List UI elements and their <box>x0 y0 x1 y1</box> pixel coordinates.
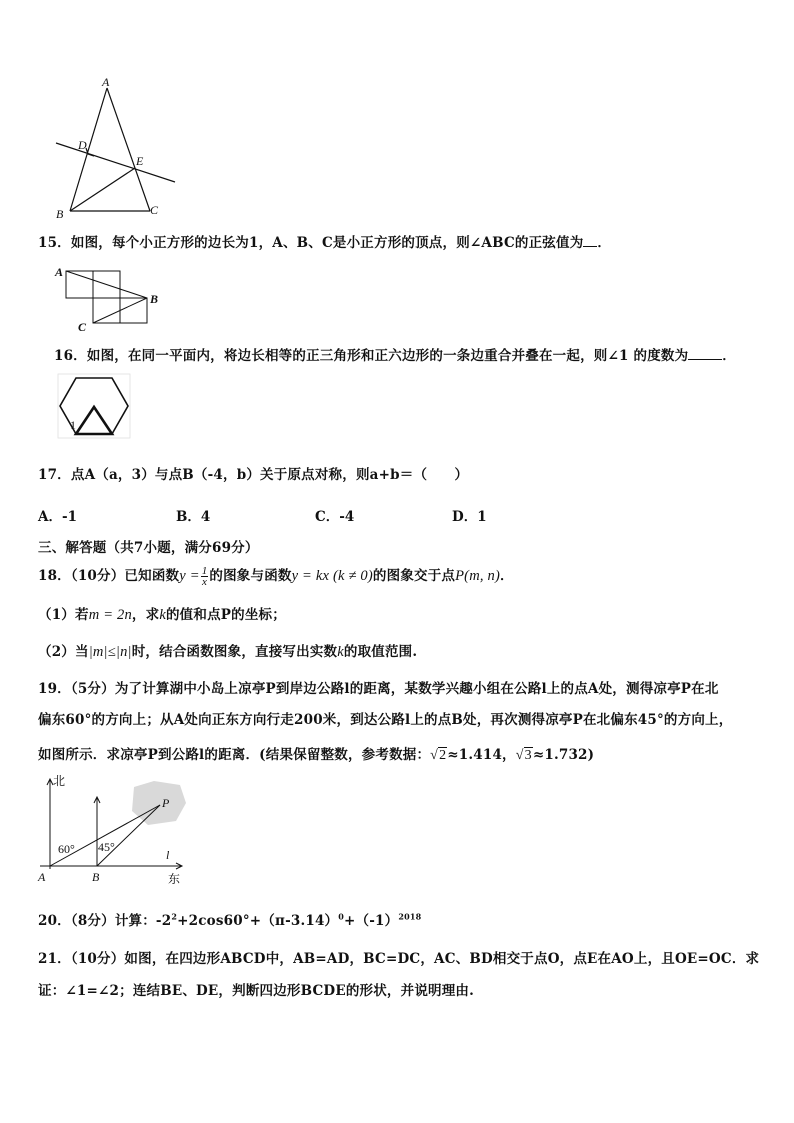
q16-hexagon-figure <box>58 374 138 444</box>
q17-option-a[interactable]: A．-1 <box>38 509 77 525</box>
section-heading: 三、解答题（共7小题，满分69分） <box>38 540 259 556</box>
label-e: E <box>136 154 144 168</box>
segment-bp <box>97 805 160 866</box>
label-b: B <box>150 292 159 306</box>
q21-line-1: 21．（10分）如图，在四边形ABCD中，AB=AD，BC=DC，AC、BD相交于点O，点E在AO上，且OE=OC．求 <box>38 951 760 967</box>
label-c: C <box>150 203 159 217</box>
q15-question: 15．如图，每个小正方形的边长为1，A、B、C是小正方形的顶点，则∠ABC的正弦值为 ． <box>38 235 612 251</box>
q18-part-2: （2）当|m|≤|n|时，结合函数图象，直接写出实数k的取值范围. <box>38 644 418 660</box>
label-l: l <box>166 848 170 862</box>
label-d: D <box>78 138 87 152</box>
q19-direction-figure <box>36 773 196 891</box>
q19-line-1: 19．（5分）为了计算湖中小岛上凉亭P到岸边公路l的距离，某数学兴趣小组在公路l上的点A处，测得凉亭P在北 <box>38 681 719 697</box>
label-60-degrees: 60° <box>58 842 75 856</box>
label-a: A <box>55 265 64 279</box>
q15-grid-figure <box>54 264 174 332</box>
label-b: B <box>92 870 100 884</box>
label-north: 北 <box>53 774 66 788</box>
label-b: B <box>56 207 64 221</box>
q21-line-2: 证：∠1=∠2；连结BE、DE，判断四边形BCDE的形状，并说明理由. <box>38 983 475 999</box>
fraction-1-over-x: $\frac{1}{x}$ <box>201 565 208 588</box>
segment-be <box>70 168 135 211</box>
sqrt-3: √3 <box>515 748 532 763</box>
label-east: 东 <box>168 872 181 886</box>
q19-line-3: 如图所示．求凉亭P到公路l的距离．(结果保留整数，参考数据：√2≈1.414，√3≈1.732) <box>38 747 595 763</box>
segment-ac <box>107 88 150 211</box>
q17-option-d[interactable]: D．1 <box>452 509 487 525</box>
label-a: A <box>102 75 110 89</box>
equilateral-triangle <box>76 407 112 434</box>
angle-1-label: 1 <box>70 418 76 432</box>
q17-option-b[interactable]: B．4 <box>176 509 211 525</box>
q16-question: 16．如图，在同一平面内，将边长相等的正三角形和正六边形的一条边重合并叠在一起，则∠1 的度数为 ． <box>54 348 736 364</box>
q18-part-1: （1）若m = 2n，求k的值和点P的坐标； <box>38 607 286 623</box>
sqrt-2: √2 <box>430 748 447 763</box>
label-p: P <box>162 796 170 810</box>
q14-triangle-figure <box>50 74 190 224</box>
q17-option-c[interactable]: C．-4 <box>315 509 355 525</box>
q19-line-2: 偏东60°的方向上；从A处向正东方向行走200米，到达公路l上的点B处，再次测得凉亭P在北偏东45°的方向上， <box>38 712 733 728</box>
label-a: A <box>38 870 46 884</box>
q20-question: 20．（8分）计算：$-2^2+2\cos 60^\circ+(\pi-3.14)^0+(-1)^{2018}$ <box>38 911 422 929</box>
island-shape <box>132 781 186 825</box>
q17-question: 17．点A（a，3）与点B（-4，b）关于原点对称，则a+b＝（ ） <box>38 467 469 483</box>
line-de <box>56 143 175 182</box>
q18-question: 18．（10分）已知函数y = $\frac{1}{x}$ 的图象与函数y = kx (k ≠ 0)的图象交于点P(m, n)． <box>38 565 514 588</box>
label-c: C <box>78 320 87 334</box>
q15-answer-blank <box>583 234 597 247</box>
label-45-degrees: 45° <box>98 840 115 854</box>
segment-ap <box>50 805 160 866</box>
q16-answer-blank <box>688 347 722 360</box>
